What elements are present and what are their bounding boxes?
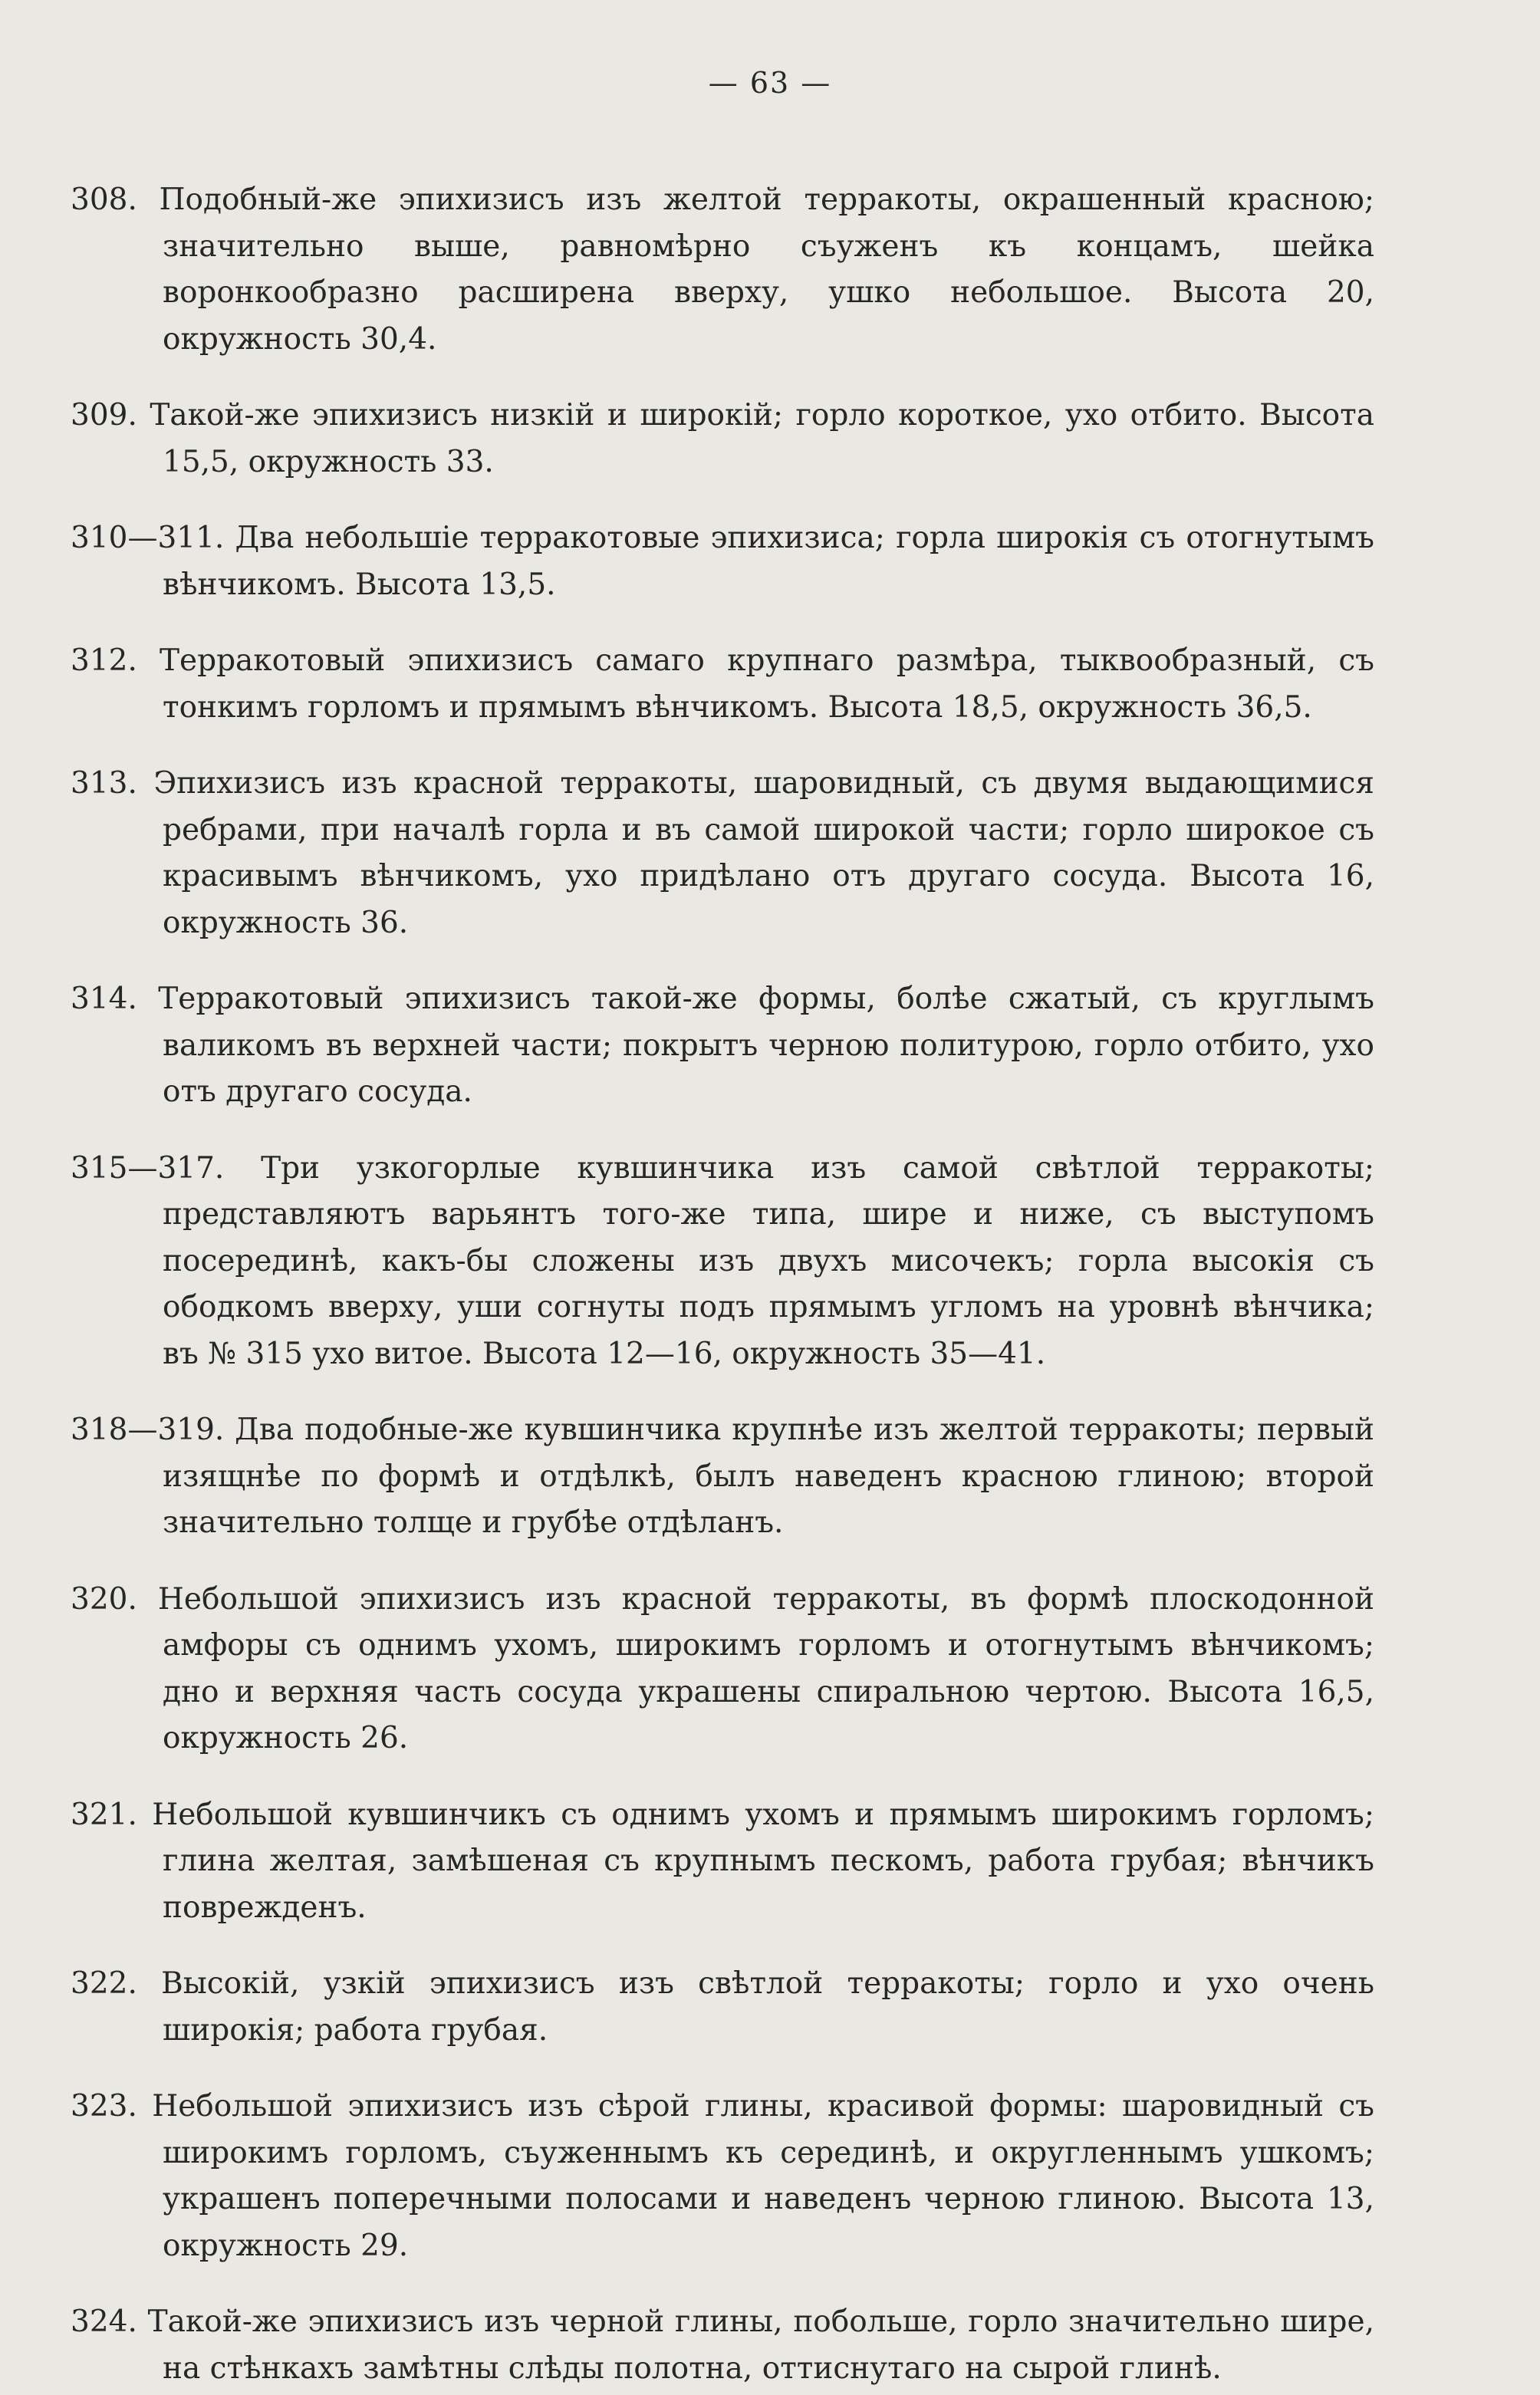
entry-text: Терракотовый эпихизисъ такой-же формы, болѣе сжатый, съ круглымъ валикомъ въ верхней части; покрытъ черною политурою, горло отбито, ухо отъ другаго сосуда. bbox=[158, 982, 1374, 1109]
entry-number: 322. bbox=[71, 1966, 137, 2001]
catalog-entry-318-319 bbox=[71, 1407, 1374, 1547]
entry-number: 320. bbox=[71, 1581, 137, 1617]
entry-number: 323. bbox=[71, 2089, 137, 2124]
entry-text: Такой-же эпихизисъ низкій и широкій; горло короткое, ухо отбито. Высота 15,5, окружность 33. bbox=[150, 398, 1374, 479]
catalog-entry-312 bbox=[71, 638, 1374, 731]
catalog-entry-313 bbox=[71, 761, 1374, 946]
catalog-entry-320 bbox=[71, 1577, 1374, 1762]
catalog-entry-314 bbox=[71, 976, 1374, 1116]
catalog-entry-322 bbox=[71, 1961, 1374, 2054]
entry-text: Небольшой эпихизисъ изъ красной терракоты, въ формѣ плоскодонной амфоры съ однимъ ухомъ, широкимъ горломъ и отогнутымъ вѣнчикомъ; дно и верхняя часть сосуда украшены спиральною чертою. Высота 16,5, окружность 26. bbox=[157, 1581, 1374, 1755]
entry-text: Небольшой эпихизисъ изъ сѣрой глины, красивой формы: шаровидный съ широкимъ горломъ, съуженнымъ къ серединѣ, и округленнымъ ушкомъ; украшенъ поперечными полосами и наведенъ черною глиною. Высота 13, окружность 29. bbox=[152, 2089, 1374, 2263]
entry-number: 308. bbox=[71, 183, 137, 217]
entry-text: Два небольшіе терракотовые эпихизиса; горла широкія съ отогнутымъ вѣнчикомъ. Высота 13,5. bbox=[163, 521, 1374, 602]
entry-number: 313. bbox=[71, 766, 137, 801]
catalog-entry-308 bbox=[71, 177, 1374, 363]
page-number: — 63 — bbox=[708, 66, 832, 100]
entry-number: 315—317. bbox=[71, 1150, 225, 1186]
catalog-entry-324 bbox=[71, 2299, 1374, 2392]
catalog-entry-323 bbox=[71, 2084, 1374, 2269]
entry-number: 312. bbox=[71, 643, 137, 678]
entry-number: 309. bbox=[71, 398, 137, 433]
entry-number: 314. bbox=[71, 982, 137, 1016]
catalog-entry-309 bbox=[71, 393, 1374, 485]
catalog-entry-310-311 bbox=[71, 515, 1374, 608]
entry-text: Эпихизисъ изъ красной терракоты, шаровидный, съ двумя выдающимися ребрами, при началѣ горла и въ самой широкой части; горло широкое съ красивымъ вѣнчикомъ, ухо придѣлано отъ другаго сосуда. Высота 16, окружность 36. bbox=[153, 766, 1375, 940]
entry-text: Такой-же эпихизисъ изъ черной глины, побольше, горло значительно шире, на стѣнкахъ замѣтны слѣды полотна, оттиснутаго на сырой глинѣ. bbox=[147, 2305, 1374, 2386]
entry-number: 321. bbox=[71, 1797, 137, 1832]
entry-number: 310—311. bbox=[71, 521, 225, 555]
entry-text: Два подобные-же кувшинчика крупнѣе изъ желтой терракоты; первый изящнѣе по формѣ и отдѣлкѣ, былъ наведенъ красною глиною; второй значительно толще и грубѣе отдѣланъ. bbox=[163, 1413, 1374, 1540]
catalog-entries bbox=[71, 147, 1374, 2395]
entry-number: 324. bbox=[71, 2305, 137, 2339]
catalog-entry-315-317 bbox=[71, 1146, 1374, 1378]
entry-text: Три узкогорлые кувшинчика изъ самой свѣтлой терракоты; представляютъ варьянтъ того-же типа, шире и ниже, съ выступомъ посерединѣ, какъ-бы сложены изъ двухъ мисочекъ; горла высокія съ ободкомъ вверху, уши согнуты подъ прямымъ угломъ на уровнѣ вѣнчика; въ № 315 ухо витое. Высота 12—16, окружность 35—41. bbox=[163, 1150, 1374, 1371]
entry-text: Небольшой кувшинчикъ съ однимъ ухомъ и прямымъ широкимъ горломъ; глина желтая, замѣшеная съ крупнымъ пескомъ, работа грубая; вѣнчикъ поврежденъ. bbox=[152, 1797, 1374, 1925]
entry-text: Терракотовый эпихизисъ самаго крупнаго размѣра, тыквообразный, съ тонкимъ горломъ и прямымъ вѣнчикомъ. Высота 18,5, окружность 36,5. bbox=[160, 643, 1374, 725]
entry-number: 318—319. bbox=[71, 1413, 225, 1447]
entry-text: Высокій, узкій эпихизисъ изъ свѣтлой терракоты; горло и ухо очень широкія; работа грубая. bbox=[161, 1966, 1374, 2048]
catalog-entry-321 bbox=[71, 1792, 1374, 1932]
entry-text: Подобный-же эпихизисъ изъ желтой терракоты, окрашенный красною; значительно выше, равномѣрно съуженъ къ концамъ, шейка воронкообразно расширена вверху, ушко небольшое. Высота 20, окружность 30,4. bbox=[159, 183, 1374, 357]
